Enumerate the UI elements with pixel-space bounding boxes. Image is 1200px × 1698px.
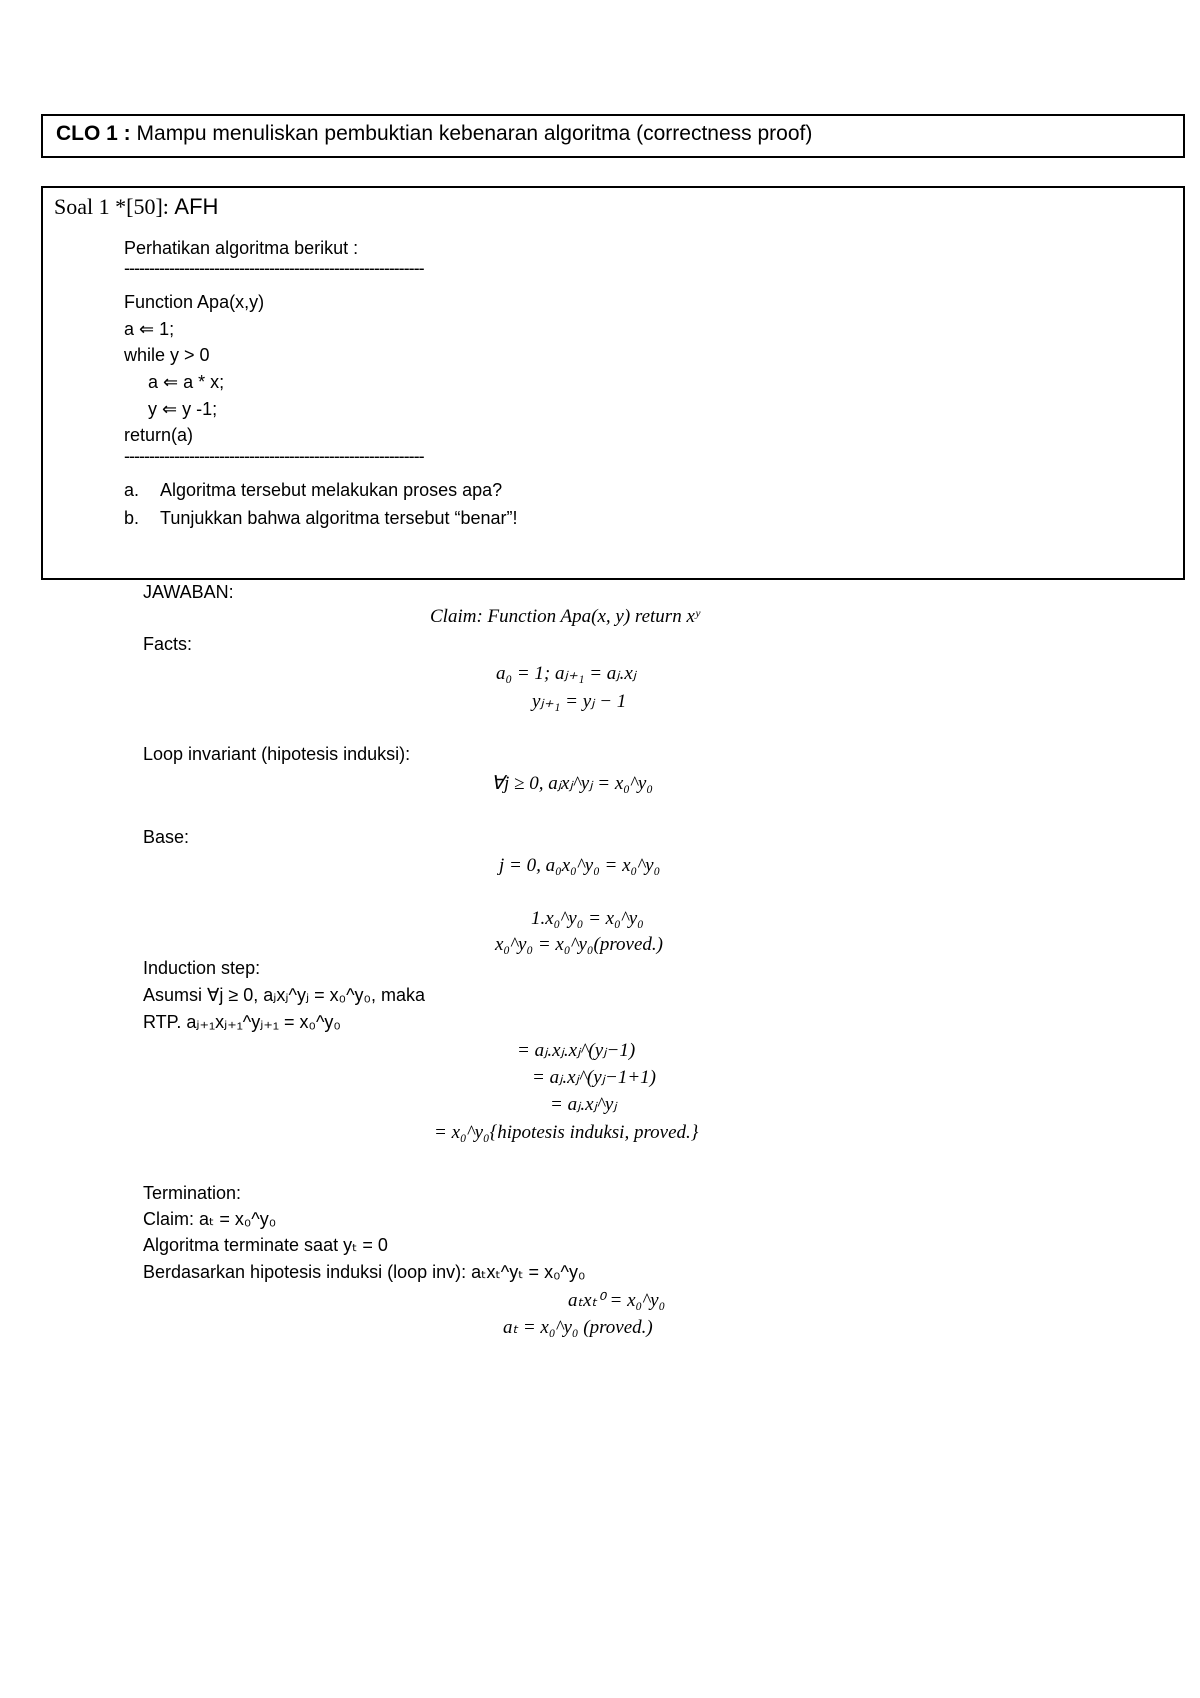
code-line: y ⇐ y -1; [148, 399, 218, 419]
loop-invariant-formula: ∀j ≥ 0, aⱼxⱼ^yⱼ = x₀^y₀ [491, 773, 653, 794]
induction-step-label: Induction step: [143, 958, 261, 978]
soal-title [54, 194, 218, 220]
termination-claim: Claim: aₜ = x₀^y₀ [143, 1209, 277, 1229]
question-b-marker: b. [124, 508, 140, 528]
soal-title-text: Soal 1 *[50]: [54, 194, 169, 219]
termination-formula-2: aₜ = x₀^y₀ (proved.) [503, 1317, 653, 1338]
clo-statement [56, 122, 812, 146]
answer-heading: JAWABAN: [143, 582, 234, 602]
question-a-marker: a. [124, 480, 140, 500]
base-formula-3: x₀^y₀ = x₀^y₀(proved.) [495, 934, 663, 955]
divider-bottom: ------------------------------------------------------------ [124, 446, 424, 466]
code-line: return(a) [124, 425, 194, 445]
induction-rtp: RTP. aⱼ₊₁xⱼ₊₁^yⱼ₊₁ = x₀^y₀ [143, 1012, 341, 1032]
soal-tag: AFH [174, 194, 219, 219]
code-line: a ⇐ 1; [124, 319, 175, 339]
question-b-text: Tunjukkan bahwa algoritma tersebut “benar”! [160, 508, 518, 528]
answer-claim: Claim: Function Apa(x, y) return xʸ [430, 606, 700, 627]
termination-formula-1: aₜxₜ⁰ = x₀^y₀ [568, 1290, 666, 1311]
loop-invariant-label: Loop invariant (hipotesis induksi): [143, 744, 411, 764]
soal-box [41, 186, 1185, 580]
induction-step-1: = aⱼ.xⱼ.xⱼ^(yⱼ−1) [517, 1040, 636, 1061]
induction-step-2: = aⱼ.xⱼ^(yⱼ−1+1) [532, 1067, 656, 1088]
clo-label: CLO 1 : [56, 122, 131, 145]
base-label: Base: [143, 827, 190, 847]
induction-assumption: Asumsi ∀j ≥ 0, aⱼxⱼ^yⱼ = x₀^y₀, maka [143, 985, 426, 1005]
termination-label: Termination: [143, 1183, 242, 1203]
clo-box [41, 114, 1185, 158]
divider-top: ------------------------------------------------------------ [124, 258, 424, 278]
question-a-text: Algoritma tersebut melakukan proses apa? [160, 480, 503, 500]
termination-hypothesis: Berdasarkan hipotesis induksi (loop inv): aₜxₜ^yₜ = x₀^y₀ [143, 1262, 586, 1282]
clo-text: Mampu menuliskan pembuktian kebenaran algoritma (correctness proof) [136, 122, 813, 145]
termination-condition: Algoritma terminate saat yₜ = 0 [143, 1235, 388, 1255]
code-line: while y > 0 [124, 345, 210, 365]
code-line: Function Apa(x,y) [124, 292, 265, 312]
induction-step-3: = aⱼ.xⱼ^yⱼ [550, 1094, 617, 1115]
induction-step-4: = x₀^y₀{hipotesis induksi, proved.} [434, 1122, 699, 1143]
facts-label: Facts: [143, 634, 193, 654]
soal-intro: Perhatikan algoritma berikut : [124, 238, 359, 258]
facts-formula-1: a₀ = 1; aⱼ₊₁ = aⱼ.xⱼ [496, 663, 637, 684]
facts-formula-2: yⱼ₊₁ = yⱼ − 1 [532, 691, 627, 712]
base-formula-2: 1.x₀^y₀ = x₀^y₀ [531, 908, 644, 929]
code-line: a ⇐ a * x; [148, 372, 225, 392]
base-formula-1: j = 0, a₀x₀^y₀ = x₀^y₀ [499, 855, 661, 876]
